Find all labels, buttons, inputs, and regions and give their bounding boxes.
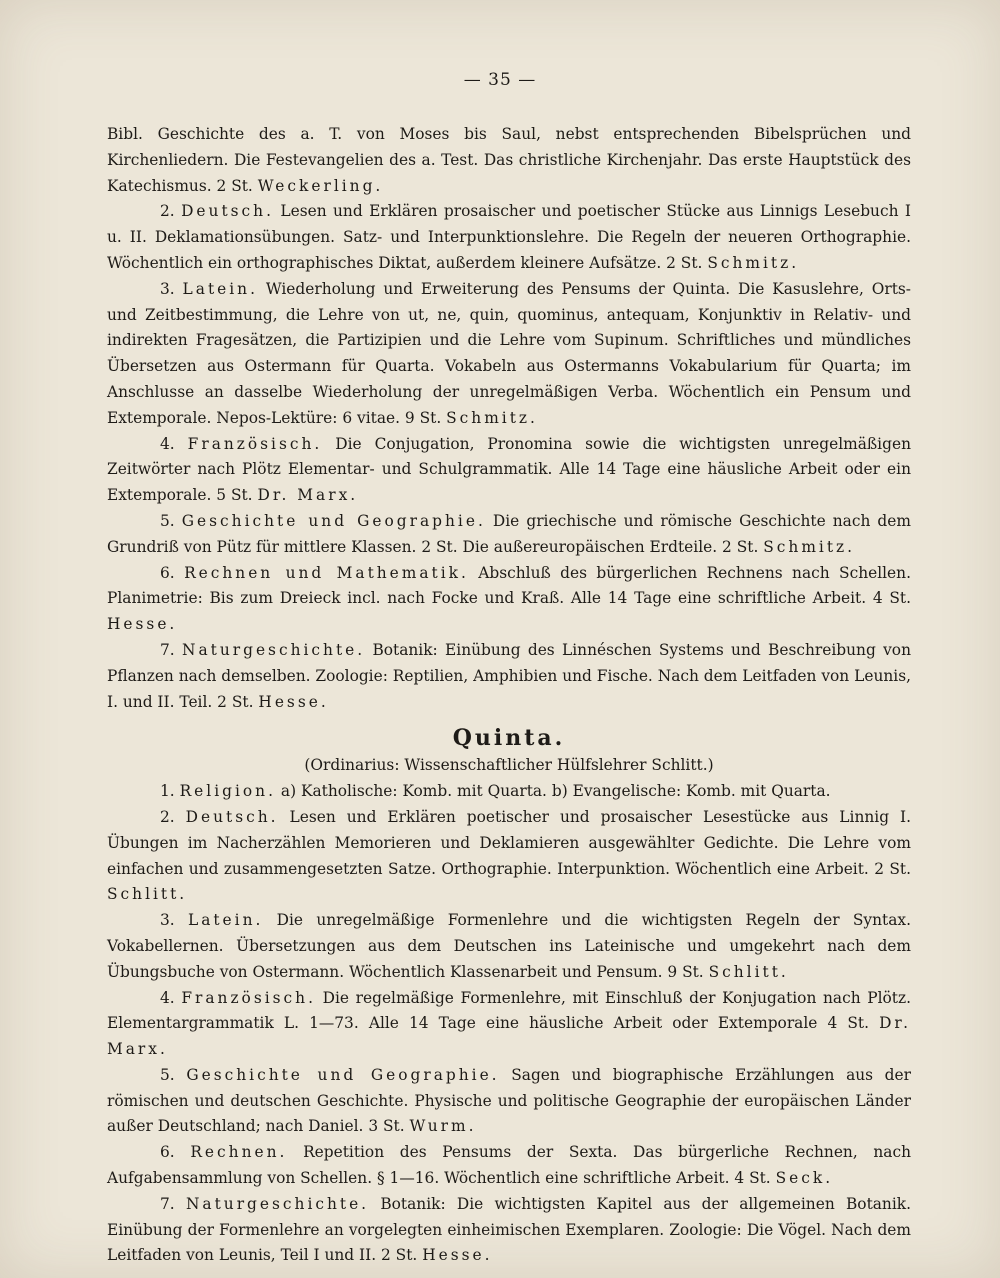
quarta-item-deutsch [107,199,911,276]
item-number: 2. [160,807,175,826]
page-content [107,122,911,1269]
quinta-ordinarius: (Ordinarius: Wissenschaftlicher Hülfslehrer Schlitt.) [304,756,714,775]
item-subject: Rechnen. [190,1143,288,1162]
item-teacher: Hesse. [258,692,329,711]
item-text: Abschluß des bürgerlichen Rechnens nach Schellen. Planimetrie: Bis zum Dreieck incl. nach Focke und Kraß. Alle 14 Tage eine schriftliche Arbeit. 4 St. [107,563,911,608]
item-teacher: Hesse. [422,1246,493,1265]
quinta-item-rechnen [107,1140,911,1192]
item-subject: Geschichte und Geographie. [181,511,486,530]
item-number: 3. [160,279,175,298]
item-number: 5. [160,511,175,530]
item-teacher: Dr. Marx. [107,1014,911,1059]
item-subject: Rechnen und Mathematik. [184,563,469,582]
quinta-item-deutsch [107,805,911,908]
item-teacher: Schmitz. [446,408,538,427]
item-teacher: Dr. Marx. [257,486,359,505]
quinta-item-naturgeschichte [107,1192,911,1269]
item-text: Wiederholung und Erweiterung des Pensums der Quinta. Die Kasuslehre, Orts- und Zeitbestimmung, die Lehre von ut, ne, quin, quominus, antequam, Konjunktiv in Relativ- und indirekten Fragesätzen, die Partizipien und die Lehre vom Supinum. Schriftliches und mündliches Übersetzen aus Ostermann für Quarta. Vokabeln aus Ostermanns Vokabularium für Quarta; im Anschlusse an dasselbe Wiederholung der unregelmäßigen Verba. Wöchentlich ein Pensum und Extemporale. Nepos-Lektüre: 6 vitae. 9 St. [107,279,911,427]
item-subject: Deutsch. [185,807,279,826]
item-subject: Geschichte und Geographie. [186,1065,500,1084]
item-teacher: Wurm. [409,1117,477,1136]
intro-text: Bibl. Geschichte des a. T. von Moses bis Saul, nebst entsprechenden Bibelsprüchen und Kirchenliedern. Die Festevangelien des a. Test. Das christliche Kirchenjahr. Das erste Hauptstück des Katechismus. 2 St. [107,125,911,195]
item-teacher: Schlitt. [107,885,188,904]
item-number: 7. [160,640,175,659]
quinta-item-franzoesisch [107,986,911,1063]
quarta-item-naturgeschichte [107,638,911,715]
section-title-quinta: Quinta. [452,725,566,752]
item-subject: Naturgeschichte. [182,640,366,659]
item-text: Sagen und biographische Erzählungen aus der römischen und deutschen Geschichte. Physische und politische Geographie der europäischen Länder außer Deutschland; nach Daniel. 3 St. [107,1065,911,1136]
quarta-item-rechnen [107,561,911,638]
item-text: Lesen und Erklären poetischer und prosaischer Lesestücke aus Linnig I. Übungen im Nacherzählen Memorieren und Deklamieren ausgewählter Gedichte. Die Lehre vom einfachen und zusammengesetzten Satze. Orthographie. Interpunktion. Wöchentlich eine Arbeit. 2 St. [107,807,911,878]
quinta-item-latein [107,908,911,985]
item-text: Repetition des Pensums der Sexta. Das bürgerliche Rechnen, nach Aufgabensammlung von Schellen. § 1—16. Wöchentlich eine schriftliche Arbeit. 4 St. [107,1143,911,1188]
quarta-item-geschichte [107,509,911,561]
item-number: 6. [160,1143,175,1162]
item-subject: Religion. [179,782,276,801]
item-teacher: Hesse. [107,615,178,634]
item-subject: Französisch. [181,988,316,1007]
item-teacher: Schlitt. [708,962,789,981]
item-number: 4. [160,434,175,453]
item-number: 2. [160,202,175,221]
item-subject: Latein. [187,911,264,930]
item-teacher: Seck. [775,1169,834,1188]
item-text: a) Katholische: Komb. mit Quarta. b) Evangelische: Komb. mit Quarta. [280,782,831,801]
item-number: 4. [160,988,175,1007]
intro-paragraph [107,122,911,199]
item-number: 7. [160,1194,175,1213]
item-subject: Deutsch. [181,202,274,221]
item-subject: Naturgeschichte. [185,1194,370,1213]
item-text: Die griechische und römische Geschichte nach dem Grundriß von Pütz für mittlere Klassen. 2 St. Die außereuropäischen Erdteile. 2 St. [107,511,911,556]
quinta-item-geschichte [107,1063,911,1140]
page-number: — 35 — [463,70,537,90]
item-text: Lesen und Erklären prosaischer und poetischer Stücke aus Linnigs Lesebuch I u. II. Deklamationsübungen. Satz- und Interpunktionslehre. Die Regeln der neueren Orthographie. Wöchentlich ein orthographisches Diktat, außerdem kleinere Aufsätze. 2 St. [107,202,911,272]
item-text: Die Conjugation, Pronomina sowie die wichtigsten unregelmäßigen Zeitwörter nach Plötz Elementar- und Schulgrammatik. Alle 14 Tage eine häusliche Arbeit oder ein Extemporale. 5 St. [107,434,911,505]
item-number: 3. [160,911,175,930]
item-teacher: Schmitz. [707,253,800,272]
item-number: 6. [160,563,175,582]
item-text: Botanik: Die wichtigsten Kapitel aus der allgemeinen Botanik. Einübung der Formenlehre an vorgelegten einheimischen Exemplaren. Zoologie: Die Vögel. Nach dem Leitfaden von Leunis, Teil I und II. 2 St. [107,1194,911,1265]
item-text: Die regelmäßige Formenlehre, mit Einschluß der Konjugation nach Plötz. Elementargrammatik L. 1—73. Alle 14 Tage eine häusliche Arbeit oder Extemporale 4 St. [107,988,911,1033]
item-teacher: Schmitz. [763,537,856,556]
item-text: Die unregelmäßige Formenlehre und die wichtigsten Regeln der Syntax. Vokabellernen. Übersetzungen aus dem Deutschen ins Lateinische und umgekehrt nach dem Übungsbuche von Ostermann. Wöchentlich Klassenarbeit und Pensum. 9 St. [107,911,911,981]
item-number: 1. [160,782,175,801]
quinta-item-religion [107,779,911,805]
item-number: 5. [160,1065,175,1084]
item-subject: Latein. [182,279,258,298]
quarta-item-franzoesisch [107,432,911,509]
item-text: Botanik: Einübung des Linnéschen Systems und Beschreibung von Pflanzen nach demselben. Zoologie: Reptilien, Amphibien und Fische. Nach dem Leitfaden von Leunis, I. und II. Teil. 2 St. [107,640,911,711]
item-subject: Französisch. [187,434,323,453]
intro-teacher: Weckerling. [257,176,384,195]
quarta-item-latein [107,277,911,432]
